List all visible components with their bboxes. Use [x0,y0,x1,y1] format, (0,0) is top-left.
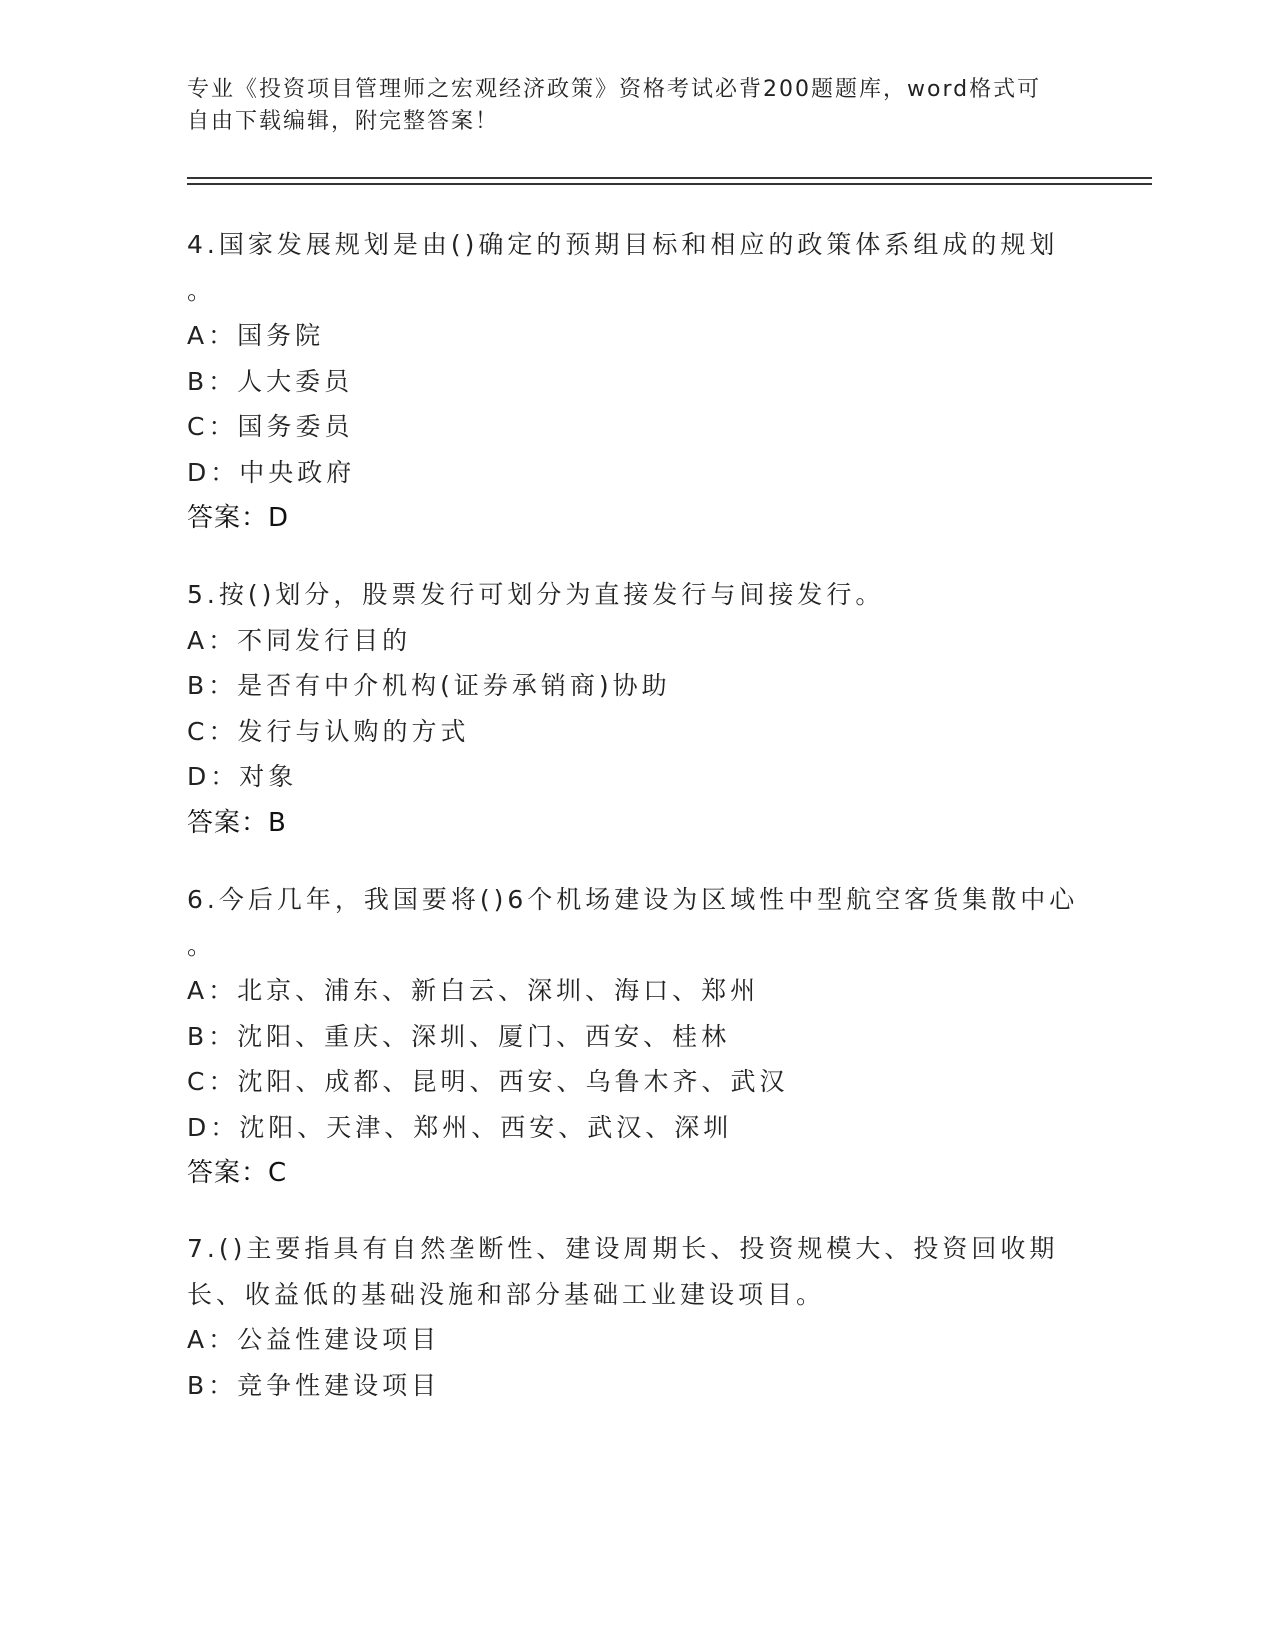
option-b: B：沈阳、重庆、深圳、厦门、西安、桂林 [187,1021,731,1051]
question-stem: 7.()主要指具有自然垄断性、建设周期长、投资规模大、投资回收期 [187,1234,1059,1263]
answer: 答案：B [187,807,287,838]
question-stem: 5.按()划分，股票发行可划分为直接发行与间接发行。 [187,580,885,609]
option-b: B：人大委员 [187,366,354,396]
document-header [187,74,1067,138]
question-6 [187,877,1087,1196]
option-a: A：不同发行目的 [187,625,412,655]
header-rule-bottom [187,183,1152,185]
header-line-1: 专业《投资项目管理师之宏观经济政策》资格考试必背200题题库，word格式可 [187,77,1042,102]
option-c: C：沈阳、成都、昆明、西安、乌鲁木齐、武汉 [187,1067,789,1096]
question-stem: 4.国家发展规划是由()确定的预期目标和相应的政策体系组成的规划 [187,230,1059,259]
option-d: D：沈阳、天津、郑州、西安、武汉、深圳 [187,1112,733,1142]
option-a: A：北京、浦东、新白云、深圳、海口、郑州 [187,976,760,1005]
option-c: C：发行与认购的方式 [187,716,470,746]
question-stem-continuation: 。 [187,930,217,960]
answer: 答案：C [187,1158,288,1188]
question-stem-continuation: 。 [187,275,217,305]
option-c: C：国务委员 [187,412,354,441]
question-stem-continuation: 长、收益低的基础没施和部分基础工业建设项目。 [187,1279,826,1309]
option-d: D：对象 [187,762,298,791]
question-stem: 6.今后几年，我国要将()6个机场建设为区域性中型航空客货集散中心 [187,885,1079,914]
option-b: B：是否有中介机构(证券承销商)协助 [187,671,671,700]
option-a: A：国务院 [187,321,325,350]
question-7 [187,1226,1087,1408]
question-4 [187,222,1087,541]
option-d: D：中央政府 [187,457,356,487]
answer: 答案：D [187,503,290,533]
question-5 [187,572,1087,846]
header-rule-top [187,177,1152,179]
header-line-2: 自由下载编辑，附完整答案！ [187,109,500,134]
option-a: A：公益性建设项目 [187,1325,441,1354]
option-b: B：竞争性建设项目 [187,1370,441,1400]
